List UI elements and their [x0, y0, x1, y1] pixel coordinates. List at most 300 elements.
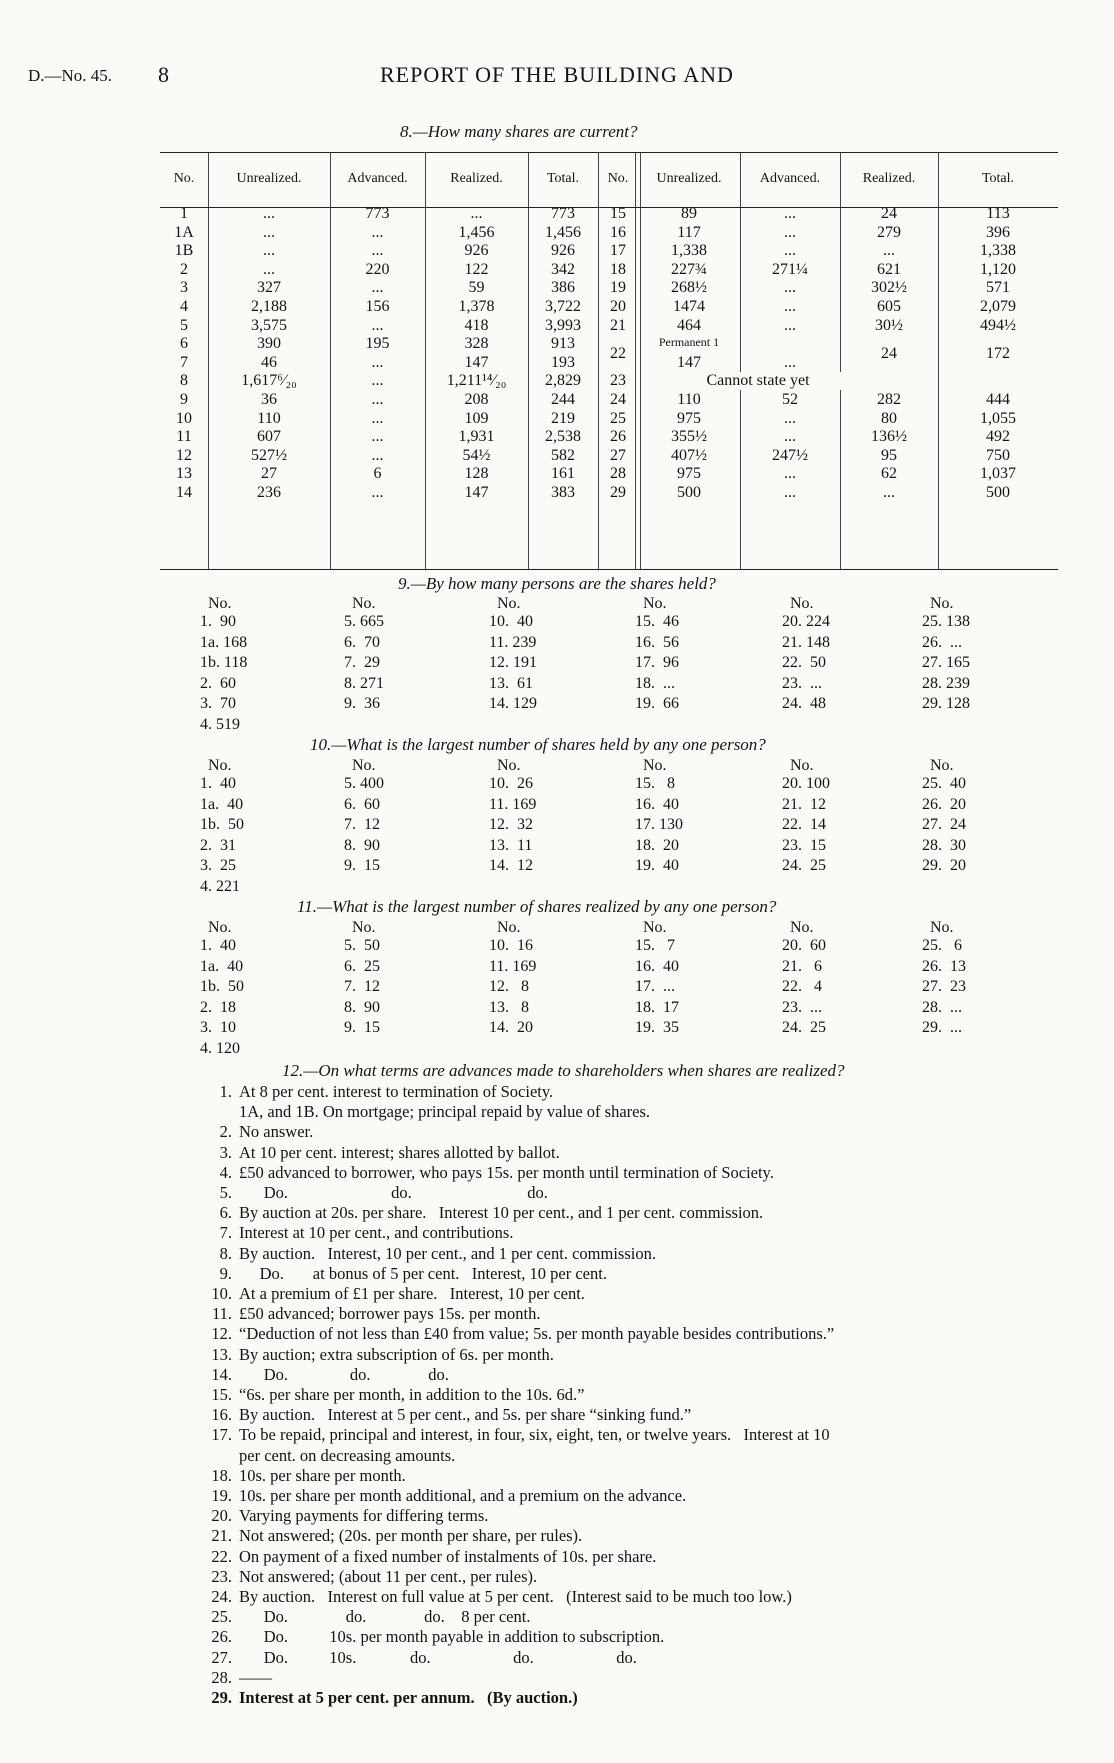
answer-number: 25. [211, 1607, 232, 1627]
table-cell: 975 [677, 409, 701, 427]
table-cell: 1,617⁶⁄₂₀ [241, 372, 297, 390]
list-entry: 23. ... [782, 674, 822, 692]
table-cell: 30½ [875, 316, 903, 334]
list-entry: 29. 128 [922, 695, 970, 712]
answer-number: 27. [211, 1647, 232, 1667]
table-cell: 16 [610, 223, 626, 241]
answer-row [193, 1648, 1063, 1668]
list-entry: 15. 8 [635, 775, 675, 792]
list-entry: 1b. 50 [200, 816, 244, 833]
table-cell: ... [784, 409, 796, 427]
answer-number: 7. [219, 1223, 232, 1243]
table-cell: Cannot state yet [658, 372, 858, 390]
list-header: No. [930, 757, 954, 774]
list-entry: 22. 4 [782, 978, 822, 995]
table-cell: 418 [464, 316, 489, 334]
table-cell: 1,338 [980, 242, 1016, 260]
list-entry: 7. 12 [344, 816, 380, 833]
list-entry: 13. 61 [489, 674, 533, 692]
table-cell: 1,378 [458, 298, 495, 315]
table-cell: ... [883, 242, 895, 260]
table-cell: 1,055 [980, 409, 1016, 427]
table-cell: 24 [881, 205, 897, 222]
table-cell: ... [263, 260, 275, 278]
list-entry: 15. 7 [635, 937, 675, 954]
list-entry: 2. 18 [200, 998, 236, 1016]
table-cell: 193 [551, 353, 575, 371]
answer-number: 13. [211, 1344, 232, 1364]
table-cell: 80 [881, 409, 897, 427]
answer-text: Do. 10s. do. do. do. [239, 1647, 637, 1667]
answer-text: Do. do. do. [239, 1183, 548, 1203]
answer-number: 28. [211, 1667, 232, 1687]
table-cell: 355½ [671, 428, 707, 446]
list-entry: 25. 40 [922, 775, 966, 792]
answer-number [193, 1102, 239, 1122]
table-cell: 20 [610, 298, 626, 315]
list-entry: 4. 221 [200, 877, 240, 895]
table-cell: 2,829 [545, 372, 581, 390]
table-cell: 12 [176, 446, 192, 464]
table-cell: 13 [176, 465, 192, 483]
answer-number: 29. [211, 1688, 232, 1708]
table-cell: ... [371, 316, 384, 334]
table-cell: 14 [176, 484, 192, 501]
table-header-cell: Advanced. [759, 171, 821, 186]
answer-number: 14. [211, 1364, 232, 1384]
list-header: No. [643, 919, 667, 936]
answer-text: By auction. Interest on full value at 5 per cent. (Interest said to be much too low.) [239, 1587, 792, 1607]
table-cell: 2 [180, 260, 188, 278]
list-entry: 27. 165 [922, 654, 970, 671]
table-cell: 220 [365, 260, 390, 278]
list-entry: 1a. 168 [200, 633, 248, 651]
table-cell: 1A [174, 223, 194, 241]
answer-text: Do. do. do. [239, 1364, 449, 1384]
table-cell: 10 [176, 409, 192, 427]
table-cell: 390 [257, 335, 281, 353]
table-cell: 605 [877, 298, 901, 315]
list-header: No. [352, 919, 376, 936]
answer-row [193, 1385, 1063, 1405]
table-cell: 1,120 [980, 260, 1016, 278]
table-cell: ... [371, 372, 384, 390]
answer-text: Not answered; (about 11 per cent., per rules). [239, 1566, 538, 1586]
table-cell: ... [883, 484, 895, 501]
answer-number: 17. [211, 1425, 232, 1445]
list-entry: 17. ... [635, 978, 675, 995]
answer-text: Interest at 10 per cent., and contributions. [239, 1223, 514, 1243]
list-entry: 12. 8 [489, 978, 529, 995]
list-entry: 29. ... [922, 1019, 962, 1036]
list-entry: 9. 36 [344, 695, 380, 712]
table-cell: 7 [180, 353, 188, 371]
list-entry: 13. 11 [489, 836, 533, 854]
table-cell: 219 [551, 409, 575, 427]
table-cell: 46 [261, 353, 277, 371]
page-title: REPORT OF THE BUILDING AND [380, 62, 734, 87]
table-cell: 302½ [871, 279, 907, 297]
list-entry: 26. 20 [922, 795, 966, 813]
table-cell: 27 [261, 465, 277, 483]
list-entry: 1. 40 [200, 775, 236, 792]
shares-current-table [160, 152, 1058, 570]
advance-terms-list [193, 1082, 1063, 1708]
answer-text: Varying payments for differing terms. [239, 1506, 489, 1526]
list-entry: 24. 48 [782, 695, 826, 712]
list-entry: 1a. 40 [200, 957, 244, 975]
table-cell: 36 [261, 391, 277, 408]
answer-row [193, 1122, 1063, 1142]
list-header: No. [497, 595, 521, 612]
list-entry: 22. 14 [782, 816, 826, 833]
answer-row [193, 1607, 1063, 1627]
table-cell: 621 [877, 260, 901, 278]
answer-text: By auction; extra subscription of 6s. per month. [239, 1344, 554, 1364]
list-header: No. [930, 595, 954, 612]
table-cell: ... [784, 279, 796, 297]
table-cell: 268½ [671, 279, 707, 297]
list-entry: 23. 15 [782, 836, 826, 854]
table-cell: 3 [180, 279, 188, 297]
table-cell: 582 [551, 446, 575, 464]
answer-number: 5. [219, 1183, 232, 1203]
table-cell: 500 [677, 484, 701, 501]
list-entry: 1. 40 [200, 937, 236, 954]
table-cell: 25 [610, 409, 626, 427]
table-cell: 195 [365, 335, 390, 353]
table-cell: 23 [610, 372, 626, 390]
table-cell: 24 [881, 344, 897, 362]
table-cell: 913 [551, 335, 575, 353]
answer-row [193, 1345, 1063, 1365]
table-cell: 208 [464, 391, 489, 408]
table-cell: ... [784, 484, 796, 501]
list-entry: 23. ... [782, 998, 822, 1016]
list-entry: 17. 130 [635, 816, 683, 833]
list-header: No. [643, 595, 667, 612]
list-entry: 1b. 50 [200, 978, 244, 995]
table-cell: ... [371, 446, 384, 464]
list-entry: 21. 148 [782, 633, 830, 651]
answer-text: Do. 10s. per month payable in addition to subscription. [239, 1627, 665, 1647]
table-cell: 9 [180, 391, 188, 408]
table-cell: 386 [551, 279, 575, 297]
question-11-title: 11.—What is the largest number of shares realized by any one person? [297, 897, 777, 916]
table-cell: ... [784, 353, 796, 371]
table-cell: 227¾ [671, 260, 707, 278]
table-header-cell: Realized. [450, 171, 503, 186]
answer-number: 3. [219, 1142, 232, 1162]
answer-text: “6s. per share per month, in addition to the 10s. 6d.” [239, 1385, 585, 1405]
answer-text: To be repaid, principal and interest, in four, six, eight, ten, or twelve years. Interest at 10 per cent. on decreasing amounts. [239, 1425, 830, 1465]
answer-row [193, 1486, 1063, 1506]
answer-number: 19. [211, 1486, 232, 1506]
answer-text: “Deduction of not less than £40 from value; 5s. per month payable besides contributions.” [239, 1324, 835, 1344]
table-cell: 279 [877, 223, 901, 241]
list-entry: 7. 29 [344, 654, 380, 671]
table-cell: 110 [677, 391, 701, 408]
answer-row [193, 1526, 1063, 1546]
answer-row [193, 1284, 1063, 1304]
list-header: No. [208, 757, 232, 774]
table-cell: 1,211¹⁴⁄₂₀ [446, 372, 507, 390]
list-header: No. [352, 595, 376, 612]
table-cell: 773 [551, 205, 575, 222]
list-header: No. [930, 919, 954, 936]
list-entry: 16. 40 [635, 957, 679, 975]
table-cell: 247½ [772, 446, 808, 464]
list-entry: 19. 40 [635, 857, 679, 874]
answer-number: 20. [211, 1506, 232, 1526]
answer-number: 6. [219, 1203, 232, 1223]
answer-number: 16. [211, 1405, 232, 1425]
table-cell: 89 [681, 205, 697, 222]
table-cell: 172 [986, 344, 1010, 362]
answer-row [193, 1163, 1063, 1183]
table-cell: 464 [677, 316, 701, 334]
table-cell: 282 [877, 391, 901, 408]
table-cell: 1,338 [671, 242, 707, 260]
list-entry: 28. 239 [922, 674, 970, 692]
answer-row [193, 1466, 1063, 1486]
list-entry: 11. 169 [489, 795, 537, 813]
table-cell: 147 [464, 353, 489, 371]
table-cell: ... [784, 428, 796, 446]
list-entry: 14. 20 [489, 1019, 533, 1036]
list-entry: 6. 25 [344, 957, 380, 975]
answer-row [193, 1082, 1063, 1102]
answer-row [193, 1223, 1063, 1243]
answer-text: £50 advanced to borrower, who pays 15s. per month until termination of Society. [239, 1162, 774, 1182]
table-cell: 26 [610, 428, 626, 446]
list-entry: 3. 10 [200, 1019, 236, 1036]
table-cell: 975 [677, 465, 701, 483]
list-entry: 4. 120 [200, 1039, 240, 1057]
table-cell: ... [371, 391, 384, 408]
table-cell: 1 [180, 205, 188, 222]
table-cell: ... [371, 223, 384, 241]
list-entry: 10. 26 [489, 775, 533, 792]
answer-row [193, 1365, 1063, 1385]
answer-row [193, 1203, 1063, 1223]
question-10-title: 10.—What is the largest number of shares held by any one person? [310, 735, 766, 754]
table-cell: 383 [551, 484, 575, 501]
table-cell: 2,079 [980, 298, 1016, 315]
list-entry: 21. 6 [782, 957, 822, 975]
table-cell: 1474 [673, 298, 705, 315]
list-entry: 1b. 118 [200, 654, 248, 671]
table-cell: ... [784, 205, 796, 222]
list-entry: 24. 25 [782, 857, 826, 874]
table-cell: 156 [365, 298, 390, 315]
table-cell: ... [371, 409, 384, 427]
table-cell: 926 [464, 242, 489, 260]
answer-number: 9. [219, 1263, 232, 1283]
table-cell: 1,456 [458, 223, 495, 241]
answer-row [193, 1405, 1063, 1425]
table-cell: 396 [986, 223, 1010, 241]
answer-text: Do. at bonus of 5 per cent. Interest, 10 per cent. [239, 1263, 607, 1283]
table-cell: 271¼ [772, 260, 808, 278]
table-cell: 1B [174, 242, 194, 260]
answer-text: —— [239, 1667, 272, 1687]
answer-row [193, 1587, 1063, 1607]
answer-number: 15. [211, 1385, 232, 1405]
table-cell: ... [784, 242, 796, 260]
list-entry: 20. 224 [782, 613, 830, 630]
answer-row [193, 1425, 1063, 1465]
table-header-cell: Unrealized. [656, 171, 722, 186]
table-cell: 2,188 [251, 298, 287, 315]
page-number: 8 [158, 62, 169, 87]
answer-row [193, 1304, 1063, 1324]
answer-text: At 10 per cent. interest; shares allotted by ballot. [239, 1142, 560, 1162]
table-cell: 750 [986, 446, 1010, 464]
table-cell: 110 [257, 409, 281, 427]
document-reference: D.—No. 45. [28, 66, 113, 85]
table-cell: 28 [610, 465, 626, 483]
answer-number: 21. [211, 1526, 232, 1546]
table-cell: 24 [610, 391, 626, 408]
table-cell: ... [371, 428, 384, 446]
table-cell: 527½ [251, 446, 287, 464]
table-cell: 54½ [462, 446, 491, 464]
list-entry: 13. 8 [489, 998, 529, 1016]
table-cell: 4 [180, 298, 188, 315]
list-header: No. [790, 919, 814, 936]
table-cell: 59 [468, 279, 485, 297]
list-entry: 18. ... [635, 674, 675, 692]
table-cell: 18 [610, 260, 626, 278]
table-cell: 113 [986, 205, 1010, 222]
list-entry: 1. 90 [200, 613, 236, 630]
answer-row [193, 1506, 1063, 1526]
table-cell: ... [371, 484, 384, 501]
table-cell: 1,037 [980, 465, 1016, 483]
answer-row [193, 1183, 1063, 1203]
table-cell: 6 [180, 335, 188, 353]
list-entry: 20. 60 [782, 937, 826, 954]
answer-row [193, 1264, 1063, 1284]
table-cell: 95 [881, 446, 897, 464]
table-header-cell: Realized. [862, 171, 916, 186]
table-cell: 407½ [671, 446, 707, 464]
answer-number: 26. [211, 1627, 232, 1647]
list-entry: 18. 17 [635, 998, 679, 1016]
table-cell: ... [263, 242, 275, 260]
table-cell: 5 [180, 316, 188, 334]
list-header: No. [352, 757, 376, 774]
answer-text: Do. do. do. 8 per cent. [239, 1607, 531, 1627]
list-entry: 11. 239 [489, 633, 537, 651]
question-9-title: 9.—By how many persons are the shares held? [398, 574, 716, 593]
answer-number: 18. [211, 1465, 232, 1485]
list-entry: 16. 56 [635, 633, 679, 651]
list-entry: 5. 665 [344, 613, 384, 630]
table-header-cell: Unrealized. [236, 171, 302, 186]
table-cell: 327 [257, 279, 281, 297]
table-cell: 19 [610, 279, 626, 297]
answer-row [193, 1567, 1063, 1587]
table-cell: ... [263, 205, 275, 222]
answer-number: 24. [211, 1587, 232, 1607]
table-cell: 3,575 [251, 316, 287, 334]
table-cell: 773 [365, 205, 390, 222]
list-entry: 16. 40 [635, 795, 679, 813]
answer-number: 23. [211, 1566, 232, 1586]
table-cell: ... [470, 205, 483, 222]
answer-row [193, 1324, 1063, 1344]
list-entry: 6. 70 [344, 633, 380, 651]
answer-text: 1A, and 1B. On mortgage; principal repaid by value of shares. [239, 1102, 651, 1122]
list-entry: 1a. 40 [200, 795, 244, 813]
list-entry: 3. 70 [200, 695, 236, 712]
answer-row [193, 1102, 1063, 1122]
table-cell: 52 [782, 391, 798, 408]
table-cell: 109 [464, 409, 489, 427]
table-cell: 15 [610, 205, 626, 222]
list-entry: 20. 100 [782, 775, 830, 792]
answer-text: By auction. Interest at 5 per cent., and 5s. per share “sinking fund.” [239, 1405, 692, 1425]
answer-number: 2. [219, 1122, 232, 1142]
answer-number: 22. [211, 1546, 232, 1566]
answer-text: £50 advanced; borrower pays 15s. per month. [239, 1304, 541, 1324]
answer-number: 11. [211, 1304, 232, 1324]
question-8-title: 8.—How many shares are current? [400, 122, 638, 141]
table-cell: ... [371, 279, 384, 297]
list-header: No. [497, 919, 521, 936]
list-entry: 9. 15 [344, 1019, 380, 1036]
table-cell: 328 [464, 335, 489, 353]
answer-text: Not answered; (20s. per month per share, per rules). [239, 1526, 583, 1546]
table-cell: 147 [464, 484, 489, 501]
list-entry: 19. 66 [635, 695, 679, 712]
list-entry: 12. 32 [489, 816, 533, 833]
table-cell: 1,456 [545, 223, 581, 241]
answer-text: 10s. per share per month additional, and a premium on the advance. [239, 1486, 687, 1506]
list-entry: 27. 24 [922, 816, 966, 833]
list-entry: 5. 400 [344, 775, 384, 792]
answer-row [193, 1688, 1063, 1708]
table-cell: 500 [986, 484, 1010, 501]
table-cell: 3,722 [545, 298, 581, 315]
answer-row [193, 1244, 1063, 1264]
list-entry: 24. 25 [782, 1019, 826, 1036]
table-cell: 1,931 [458, 428, 495, 446]
list-entry: 10. 40 [489, 613, 533, 630]
list-entry: 21. 12 [782, 795, 826, 813]
list-header: No. [790, 595, 814, 612]
list-entry: 14. 12 [489, 857, 533, 874]
table-cell: 122 [464, 260, 489, 278]
table-header-cell: Total. [981, 171, 1015, 186]
list-entry: 8. 90 [344, 836, 380, 854]
table-cell: 926 [551, 242, 575, 260]
answer-text: Interest at 5 per cent. per annum. (By auction.) [239, 1688, 578, 1708]
answer-text: On payment of a fixed number of instalments of 10s. per share. [239, 1546, 657, 1566]
list-entry: 26. ... [922, 633, 962, 651]
list-entry: 6. 60 [344, 795, 380, 813]
table-cell: 11 [176, 428, 192, 446]
answer-row [193, 1547, 1063, 1567]
list-header: No. [790, 757, 814, 774]
list-entry: 17. 96 [635, 654, 679, 671]
table-cell: ... [263, 223, 275, 241]
question-12-title: 12.—On what terms are advances made to shareholders when shares are realized? [282, 1061, 845, 1080]
answer-number: 1. [219, 1082, 232, 1101]
table-cell: 128 [464, 465, 489, 483]
